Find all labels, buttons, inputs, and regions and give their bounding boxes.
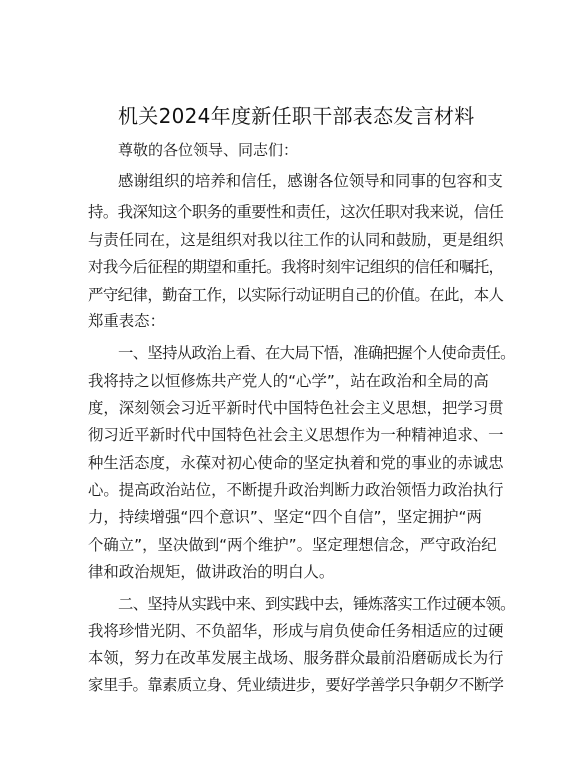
body-line: 力，持续增强“四个意识”、坚定“四个自信”，坚定拥护“两 xyxy=(88,508,482,526)
body-line: 律和政治规矩，做讲政治的明白人。 xyxy=(88,563,335,581)
section-heading: 二、坚持从实践中来、到实践中去，锤炼落实工作过硬本领。 xyxy=(118,595,515,613)
body-line: 持。我深知这个职务的重要性和责任，这次任职对我来说，信任 xyxy=(88,203,504,221)
body-line: 度，深刻领会习近平新时代中国特色社会主义思想，把学习贯 xyxy=(88,399,504,417)
body-line: 郑重表态： xyxy=(88,312,165,330)
body-line: 我将持之以恒修炼共产党人的“心学”，站在政治和全局的高 xyxy=(88,372,489,390)
body-line: 家里手。靠素质立身、凭业绩进步，要好学善学只争朝夕不断学 xyxy=(88,676,504,694)
body-line: 本领，努力在改革发展主战场、服务群众最前沿磨砺成长为行 xyxy=(88,649,504,667)
section-heading: 一、坚持从政治上看、在大局下悟，准确把握个人使命责任。 xyxy=(118,344,515,362)
salutation: 尊敬的各位领导、同志们： xyxy=(118,141,299,159)
body-line: 严守纪律，勤奋工作，以实际行动证明自己的价值。在此，本人 xyxy=(88,286,504,304)
document-title: 机关2024年度新任职干部表态发言材料 xyxy=(118,104,475,128)
body-line: 感谢组织的培养和信任，感谢各位领导和同事的包容和支 xyxy=(118,172,503,190)
body-line: 个确立”，坚决做到“两个维护”。坚定理想信念，严守政治纪 xyxy=(88,536,497,554)
body-line: 种生活态度，永葆对初心使命的坚定执着和党的事业的赤诚忠 xyxy=(88,454,504,472)
body-line: 彻习近平新时代中国特色社会主义思想作为一种精神追求、一 xyxy=(88,426,504,444)
body-line: 对我今后征程的期望和重托。我将时刻牢记组织的信任和嘱托， xyxy=(88,258,504,276)
body-line: 我将珍惜光阴、不负韶华，形成与肩负使命任务相适应的过硬 xyxy=(88,622,504,640)
body-line: 与责任同在，这是组织对我以往工作的认同和鼓励，更是组织 xyxy=(88,231,504,249)
body-line: 心。提高政治站位，不断提升政治判断力政治领悟力政治执行 xyxy=(88,481,504,499)
